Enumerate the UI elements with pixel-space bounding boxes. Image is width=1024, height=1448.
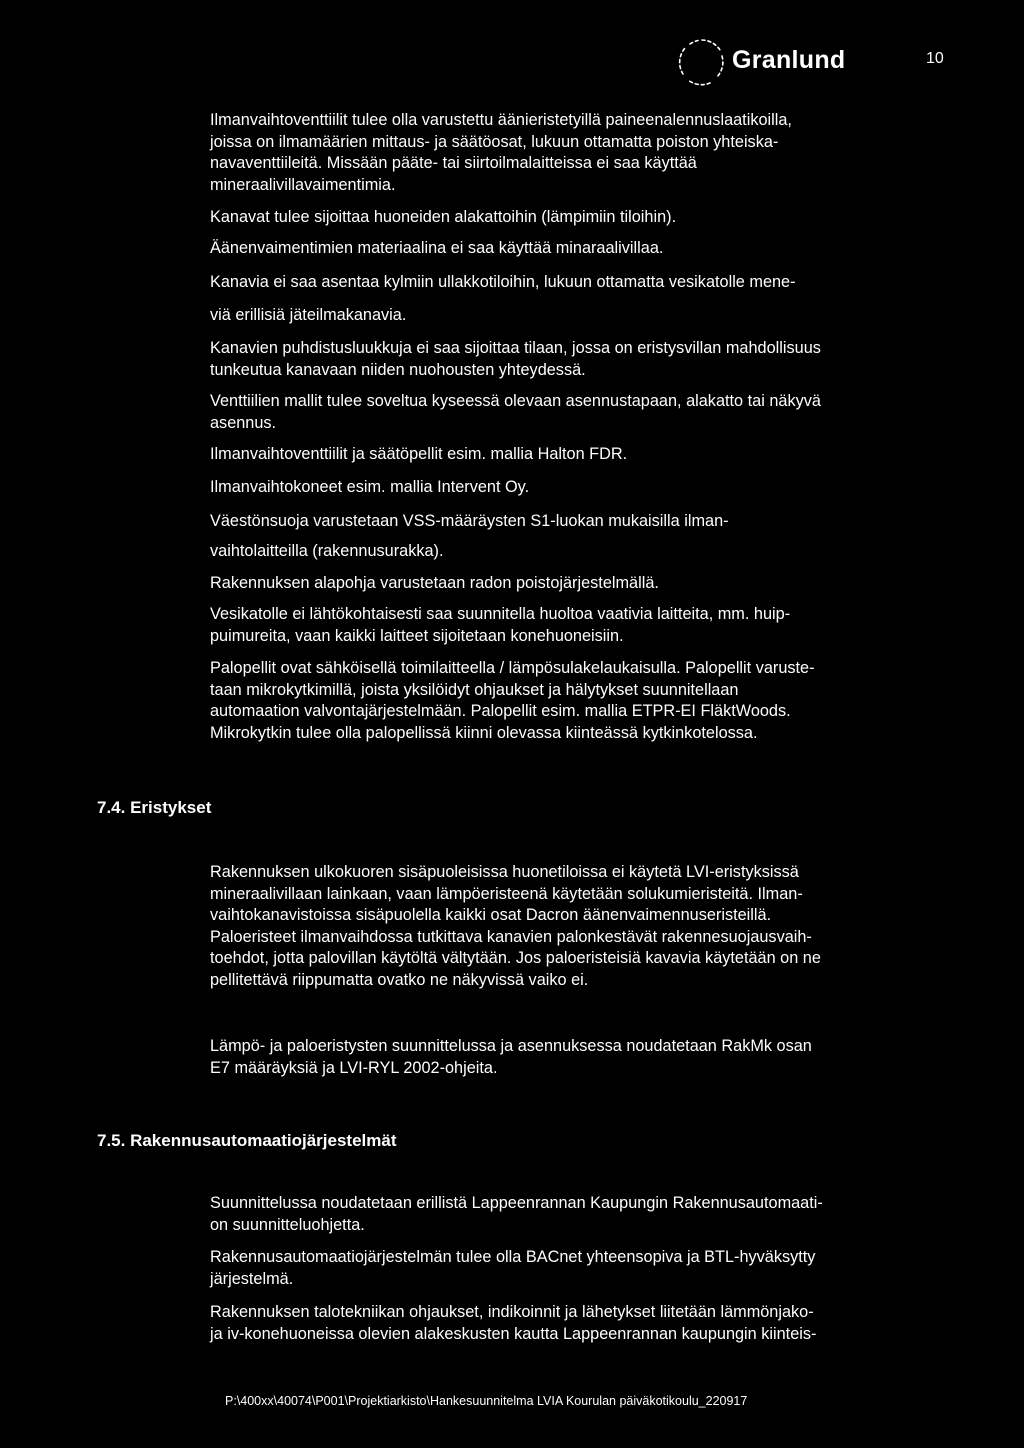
paragraph-insulation: Rakennuksen ulkokuoren sisäpuoleisissa huonetiloissa ei käytetä LVI-eristyksissä mineraalivillaan lainkaan, vaan lämpöeristeenä käytetään solukumieristeitä. Ilman- vaihtokanavistoissa sisäpuolella kaikki osat Dacron äänenvaimennuseristeillä. Paloeristeet ilmanvaihdossa tutkittava kanavien palonkestävät rakennesuojausvaih- toehdot, jotta palovillan käytöltä vältytään. Jos paloeristeisiä kavavia käytetään on ne pellitettävä riippumatta ovatko ne näkyvissä vaiko ei.	[210, 863, 821, 989]
paragraph-fire-dampers: Palopellit ovat sähköisellä toimilaitteella / lämpösulakelaukaisulla. Palopellit varuste- taan mikrokytkimillä, joista yksilöidyt ohjaukset ja hälytykset suunnitellaan automaation valvontajärjestelmään. Palopellit esim. mallia ETPR-EI FläktWoods. Mikrokytkin tulee olla palopellissä kiinni olevassa kiinteässä kytkinkotelossa.	[210, 659, 815, 742]
paragraph-insulation-rules: Lämpö- ja paloeristysten suunnittelussa ja asennuksessa noudatetaan RakMk osan E7 määräyksiä ja LVI-RYL 2002-ohjeita.	[210, 1037, 812, 1077]
paragraph-cleaning-hatches: Kanavien puhdistusluukkuja ei saa sijoittaa tilaan, jossa on eristysvillan mahdollisuus tunkeutua kanavaan niiden nuohousten yhteydessä.	[210, 339, 821, 379]
paragraph-silencer-material: Äänenvaimentimien materiaalina ei saa käyttää minaraalivillaa.	[210, 239, 664, 257]
paragraph-radon: Rakennuksen alapohja varustetaan radon poistojärjestelmällä.	[210, 574, 659, 592]
paragraph-valve-models: Venttiilien mallit tulee soveltua kyseessä olevaan asennustapaan, alakatto tai näkyvä asennus.	[210, 392, 821, 432]
logo-text: Granlund	[732, 46, 846, 74]
footer-file-path: P:\400xx\40074\P001\Projektiarkisto\Hankesuunnitelma LVIA Kourulan päiväkotikoulu_220917	[225, 1394, 748, 1408]
paragraph-shelter: Väestönsuoja varustetaan VSS-määräysten S1-luokan mukaisilla ilman-	[210, 512, 729, 530]
page-number: 10	[926, 50, 944, 67]
paragraph-bacnet: Rakennusautomaatiojärjestelmän tulee olla BACnet yhteensopiva ja BTL-hyväksytty järjestelmä.	[210, 1248, 816, 1288]
section-title-automaatio: 7.5. Rakennusautomaatiojärjestelmät	[97, 1131, 397, 1150]
paragraph-shelter-cont: vaihtolaitteilla (rakennusurakka).	[210, 542, 444, 560]
section-title-eristykset: 7.4. Eristykset	[97, 798, 212, 817]
paragraph-ventilation-valves: Ilmanvaihtoventtiilit tulee olla varustettu äänieristetyillä paineenalennuslaatikoilla, joissa on ilmamäärien mittaus- ja säätöosat, lukuun ottamatta poiston yhteiska- navaventtiileitä. Missään pääte- tai siirtoilmalaitteissa ei saa käyttää mineraalivillavaimentimia.	[210, 111, 792, 194]
paragraph-intervent: Ilmanvaihtokoneet esim. mallia Intervent Oy.	[210, 478, 530, 496]
paragraph-roof-equipment: Vesikatolle ei lähtökohtaisesti saa suunnitella huoltoa vaativia laitteita, mm. huip- puimureita, vaan kaikki laitteet sijoitetaan konehuoneisiin.	[210, 605, 791, 645]
paragraph-attic-ducts-cont: viä erillisiä jäteilmakanavia.	[210, 306, 407, 324]
paragraph-halton: Ilmanvaihtoventtiilit ja säätöpellit esim. mallia Halton FDR.	[210, 445, 628, 463]
granlund-logo	[676, 36, 846, 90]
paragraph-controls: Rakennuksen talotekniikan ohjaukset, indikoinnit ja lähetykset liitetään lämmönjako- ja iv-konehuoneissa olevien alakeskusten kautta Lappeenrannan kaupungin kiinteis-	[210, 1303, 817, 1343]
paragraph-duct-placement: Kanavat tulee sijoittaa huoneiden alakattoihin (lämpimiin tiloihin).	[210, 208, 677, 226]
granlund-logo-icon	[676, 36, 728, 88]
paragraph-automation-guide: Suunnittelussa noudatetaan erillistä Lappeenrannan Kaupungin Rakennusautomaati- on suunnitteluohjetta.	[210, 1194, 823, 1234]
paragraph-attic-ducts: Kanavia ei saa asentaa kylmiin ullakkotiloihin, lukuun ottamatta vesikatolle mene-	[210, 273, 796, 291]
